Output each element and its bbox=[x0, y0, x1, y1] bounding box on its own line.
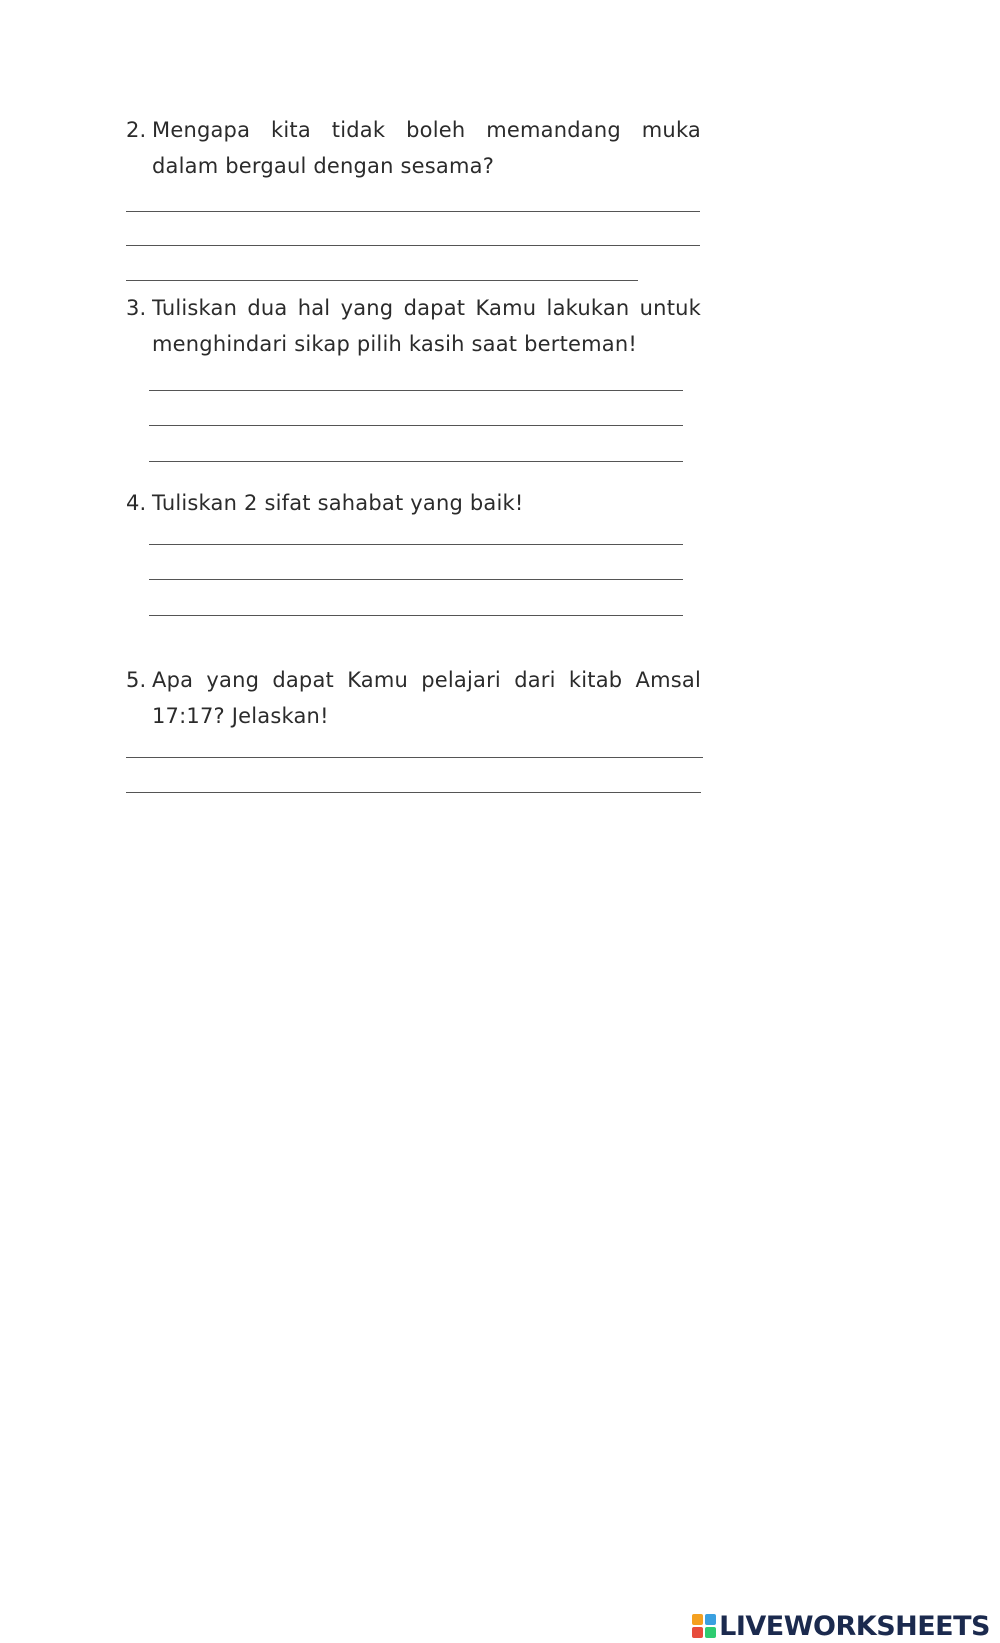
answer-line-4-3[interactable] bbox=[149, 615, 683, 616]
answer-line-5-1[interactable] bbox=[126, 757, 703, 758]
logo-square-2 bbox=[705, 1614, 716, 1625]
answer-line-2-3[interactable] bbox=[126, 280, 638, 281]
question-2-text-line2: dalam bergaul dengan sesama? bbox=[152, 154, 495, 178]
question-5-text-line2: 17:17? Jelaskan! bbox=[152, 704, 329, 728]
question-5-number: 5. bbox=[126, 668, 147, 692]
question-5-text-line1: Apa yang dapat Kamu pelajari dari kitab Amsal bbox=[152, 668, 701, 692]
question-2-text-line1: Mengapa kita tidak boleh memandang muka bbox=[152, 118, 701, 142]
answer-line-4-2[interactable] bbox=[149, 579, 683, 580]
answer-line-3-1[interactable] bbox=[149, 390, 683, 391]
liveworksheets-branding[interactable] bbox=[692, 1611, 990, 1641]
question-3-first-line bbox=[126, 290, 701, 326]
logo-square-4 bbox=[705, 1627, 716, 1638]
answer-line-4-1[interactable] bbox=[149, 544, 683, 545]
question-2 bbox=[126, 112, 701, 184]
question-4 bbox=[126, 485, 701, 521]
question-2-first-line bbox=[126, 112, 701, 148]
question-5-first-line bbox=[126, 662, 701, 698]
question-5 bbox=[126, 662, 701, 734]
question-3 bbox=[126, 290, 701, 362]
question-3-text-line1: Tuliskan dua hal yang dapat Kamu lakukan untuk bbox=[152, 296, 701, 320]
answer-line-2-1[interactable] bbox=[126, 211, 700, 212]
answer-line-3-2[interactable] bbox=[149, 425, 683, 426]
logo-square-3 bbox=[692, 1627, 703, 1638]
logo-square-1 bbox=[692, 1614, 703, 1625]
question-4-text-line1: Tuliskan 2 sifat sahabat yang baik! bbox=[152, 491, 524, 515]
liveworksheets-wordmark: LIVEWORKSHEETS bbox=[719, 1610, 990, 1642]
question-2-number: 2. bbox=[126, 118, 147, 142]
answer-line-3-3[interactable] bbox=[149, 461, 683, 462]
question-3-number: 3. bbox=[126, 296, 147, 320]
answer-line-5-2[interactable] bbox=[126, 792, 701, 793]
question-3-text-line2: menghindari sikap pilih kasih saat berteman! bbox=[152, 332, 637, 356]
liveworksheets-logo-icon bbox=[692, 1614, 716, 1638]
question-4-first-line bbox=[126, 485, 701, 521]
answer-line-2-2[interactable] bbox=[126, 245, 700, 246]
question-4-number: 4. bbox=[126, 491, 147, 515]
